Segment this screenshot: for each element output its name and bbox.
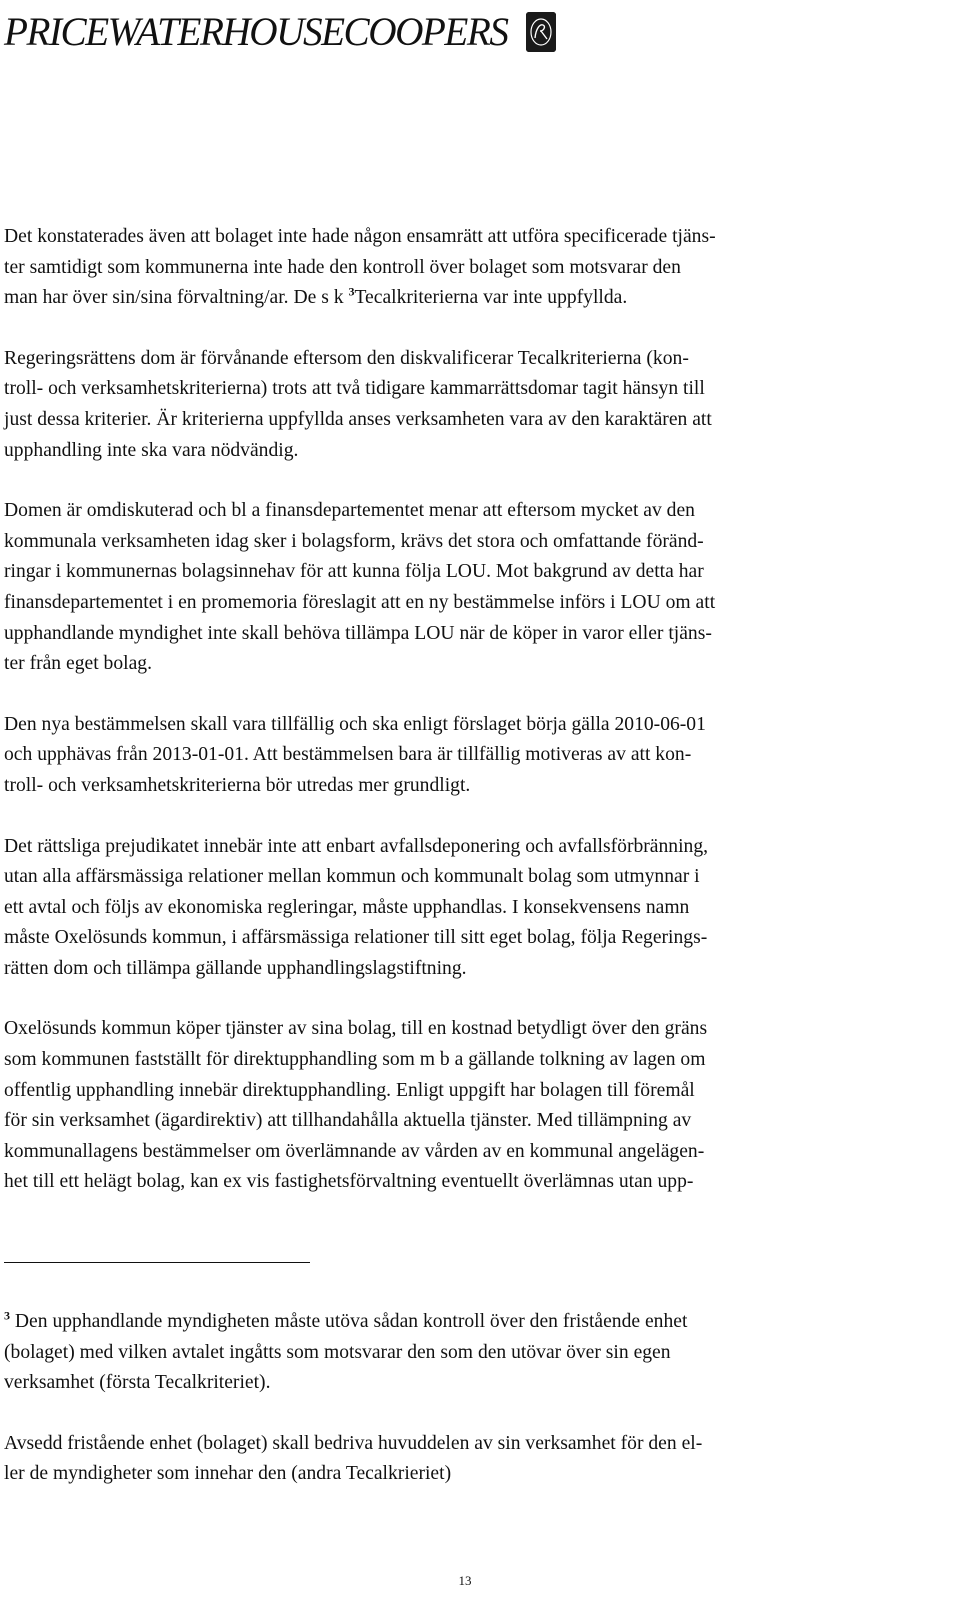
footnote-reference: 3 — [348, 284, 355, 299]
footnotes — [4, 1307, 934, 1520]
text-line: Oxelösunds kommun köper tjänster av sina bolag, till en kostnad betydligt över den gräns — [4, 1018, 708, 1040]
text-line: ler de myndigheter som innehar den (andra Tecalkrieriet) — [4, 1463, 452, 1485]
text-line: verksamhet (första Tecalkriteriet). — [4, 1372, 271, 1394]
text-line: utan alla affärsmässiga relationer mellan kommun och kommunalt bolag som utmynnar i — [4, 866, 700, 888]
document-body — [4, 222, 934, 1228]
page-number: 13 — [458, 1573, 472, 1588]
text-line: för sin verksamhet (ägardirektiv) att tillhandahålla aktuella tjänster. Med tillämpning av — [4, 1110, 692, 1132]
text-line — [4, 1307, 934, 1338]
paragraph-1 — [4, 222, 934, 314]
text-fragment: man har över sin/sina förvaltning/ar. De s k — [4, 287, 349, 309]
text-line: troll- och verksamhetskriterierna) trots att två tidigare kammarrättsdomar tagit hänsyn till — [4, 378, 705, 400]
text-line: het till ett helägt bolag, kan ex vis fastighetsförvaltning eventuellt överlämnas utan upp- — [4, 1171, 694, 1193]
text-line: upphandlande myndighet inte skall behöva tillämpa LOU när de köper in varor eller tjäns- — [4, 622, 712, 644]
footnote-separator — [4, 1262, 310, 1263]
text-line: offentlig upphandling innebär direktupphandling. Enligt uppgift har bolagen till föremål — [4, 1079, 695, 1101]
paragraph-6 — [4, 1014, 934, 1198]
text-line: Regeringsrättens dom är förvånande eftersom den diskvalificerar Tecalkriterierna (kon- — [4, 347, 689, 369]
text-line: kommunallagens bestämmelser om överlämnande av vården av en kommunal angelägen- — [4, 1140, 705, 1162]
logo-seal-icon — [526, 12, 556, 52]
paragraph-4 — [4, 710, 934, 802]
paragraph-3 — [4, 496, 934, 680]
paragraph-5 — [4, 832, 934, 985]
text-line: Avsedd fristående enhet (bolaget) skall bedriva huvuddelen av sin verksamhet för den el- — [4, 1432, 703, 1454]
text-line: ter från eget bolag. — [4, 653, 152, 675]
text-line: just dessa kriterier. Är kriterierna uppfyllda anses verksamheten vara av den karaktären att — [4, 408, 712, 430]
text-line: upphandling inte ska vara nödvändig. — [4, 439, 299, 461]
logo-wordmark: PRICEWATERHOUSECOOPERS — [4, 9, 508, 54]
text-line: ter samtidigt som kommunerna inte hade den kontroll över bolaget som motsvarar den — [4, 256, 681, 278]
text-line: Det rättsliga prejudikatet innebär inte att enbart avfallsdeponering och avfallsförbränning, — [4, 835, 709, 857]
text-line: (bolaget) med vilken avtalet ingåtts som motsvarar den som den utövar över sin egen — [4, 1341, 671, 1363]
text-line: och upphävas från 2013-01-01. Att bestämmelsen bara är tillfällig motiveras av att kon- — [4, 744, 692, 766]
text-line: ringar i kommunernas bolagsinnehav för att kunna följa LOU. Mot bakgrund av detta har — [4, 561, 704, 583]
text-fragment: Den upphandlande myndigheten måste utöva sådan kontroll över den fristående enhet — [10, 1311, 688, 1332]
text-line — [4, 283, 934, 314]
paragraph-2 — [4, 344, 934, 466]
text-line: Domen är omdiskuterad och bl a finansdepartementet menar att eftersom mycket av den — [4, 500, 695, 522]
text-line: måste Oxelösunds kommun, i affärsmässiga relationer till sitt eget bolag, följa Regerings- — [4, 927, 708, 949]
text-line: kommunala verksamheten idag sker i bolagsform, krävs det stora och omfattande föränd- — [4, 530, 704, 552]
text-line: ett avtal och följs av ekonomiska regleringar, måste upphandlas. I konsekvensens namn — [4, 896, 690, 918]
text-line: finansdepartementet i en promemoria föreslagit att en ny bestämmelse införs i LOU om att — [4, 591, 716, 613]
pwc-logo — [4, 4, 556, 60]
text-line: troll- och verksamhetskriterierna bör utredas mer grundligt. — [4, 774, 471, 796]
text-line: Det konstaterades även att bolaget inte hade någon ensamrätt att utföra specificerade tjäns- — [4, 226, 716, 247]
text-line: som kommunen fastställt för direktupphandling som m b a gällande tolkning av lagen om — [4, 1049, 706, 1071]
text-line: Den nya bestämmelsen skall vara tillfällig och ska enligt förslaget börja gälla 2010-06-01 — [4, 713, 706, 735]
text-fragment: Tecalkriterierna var inte uppfyllda. — [354, 287, 628, 309]
footnote-3 — [4, 1307, 934, 1399]
text-line: rätten dom och tillämpa gällande upphandlingslagstiftning. — [4, 957, 467, 979]
footnote-continuation — [4, 1429, 934, 1490]
footnote-marker: 3 — [4, 1308, 10, 1323]
